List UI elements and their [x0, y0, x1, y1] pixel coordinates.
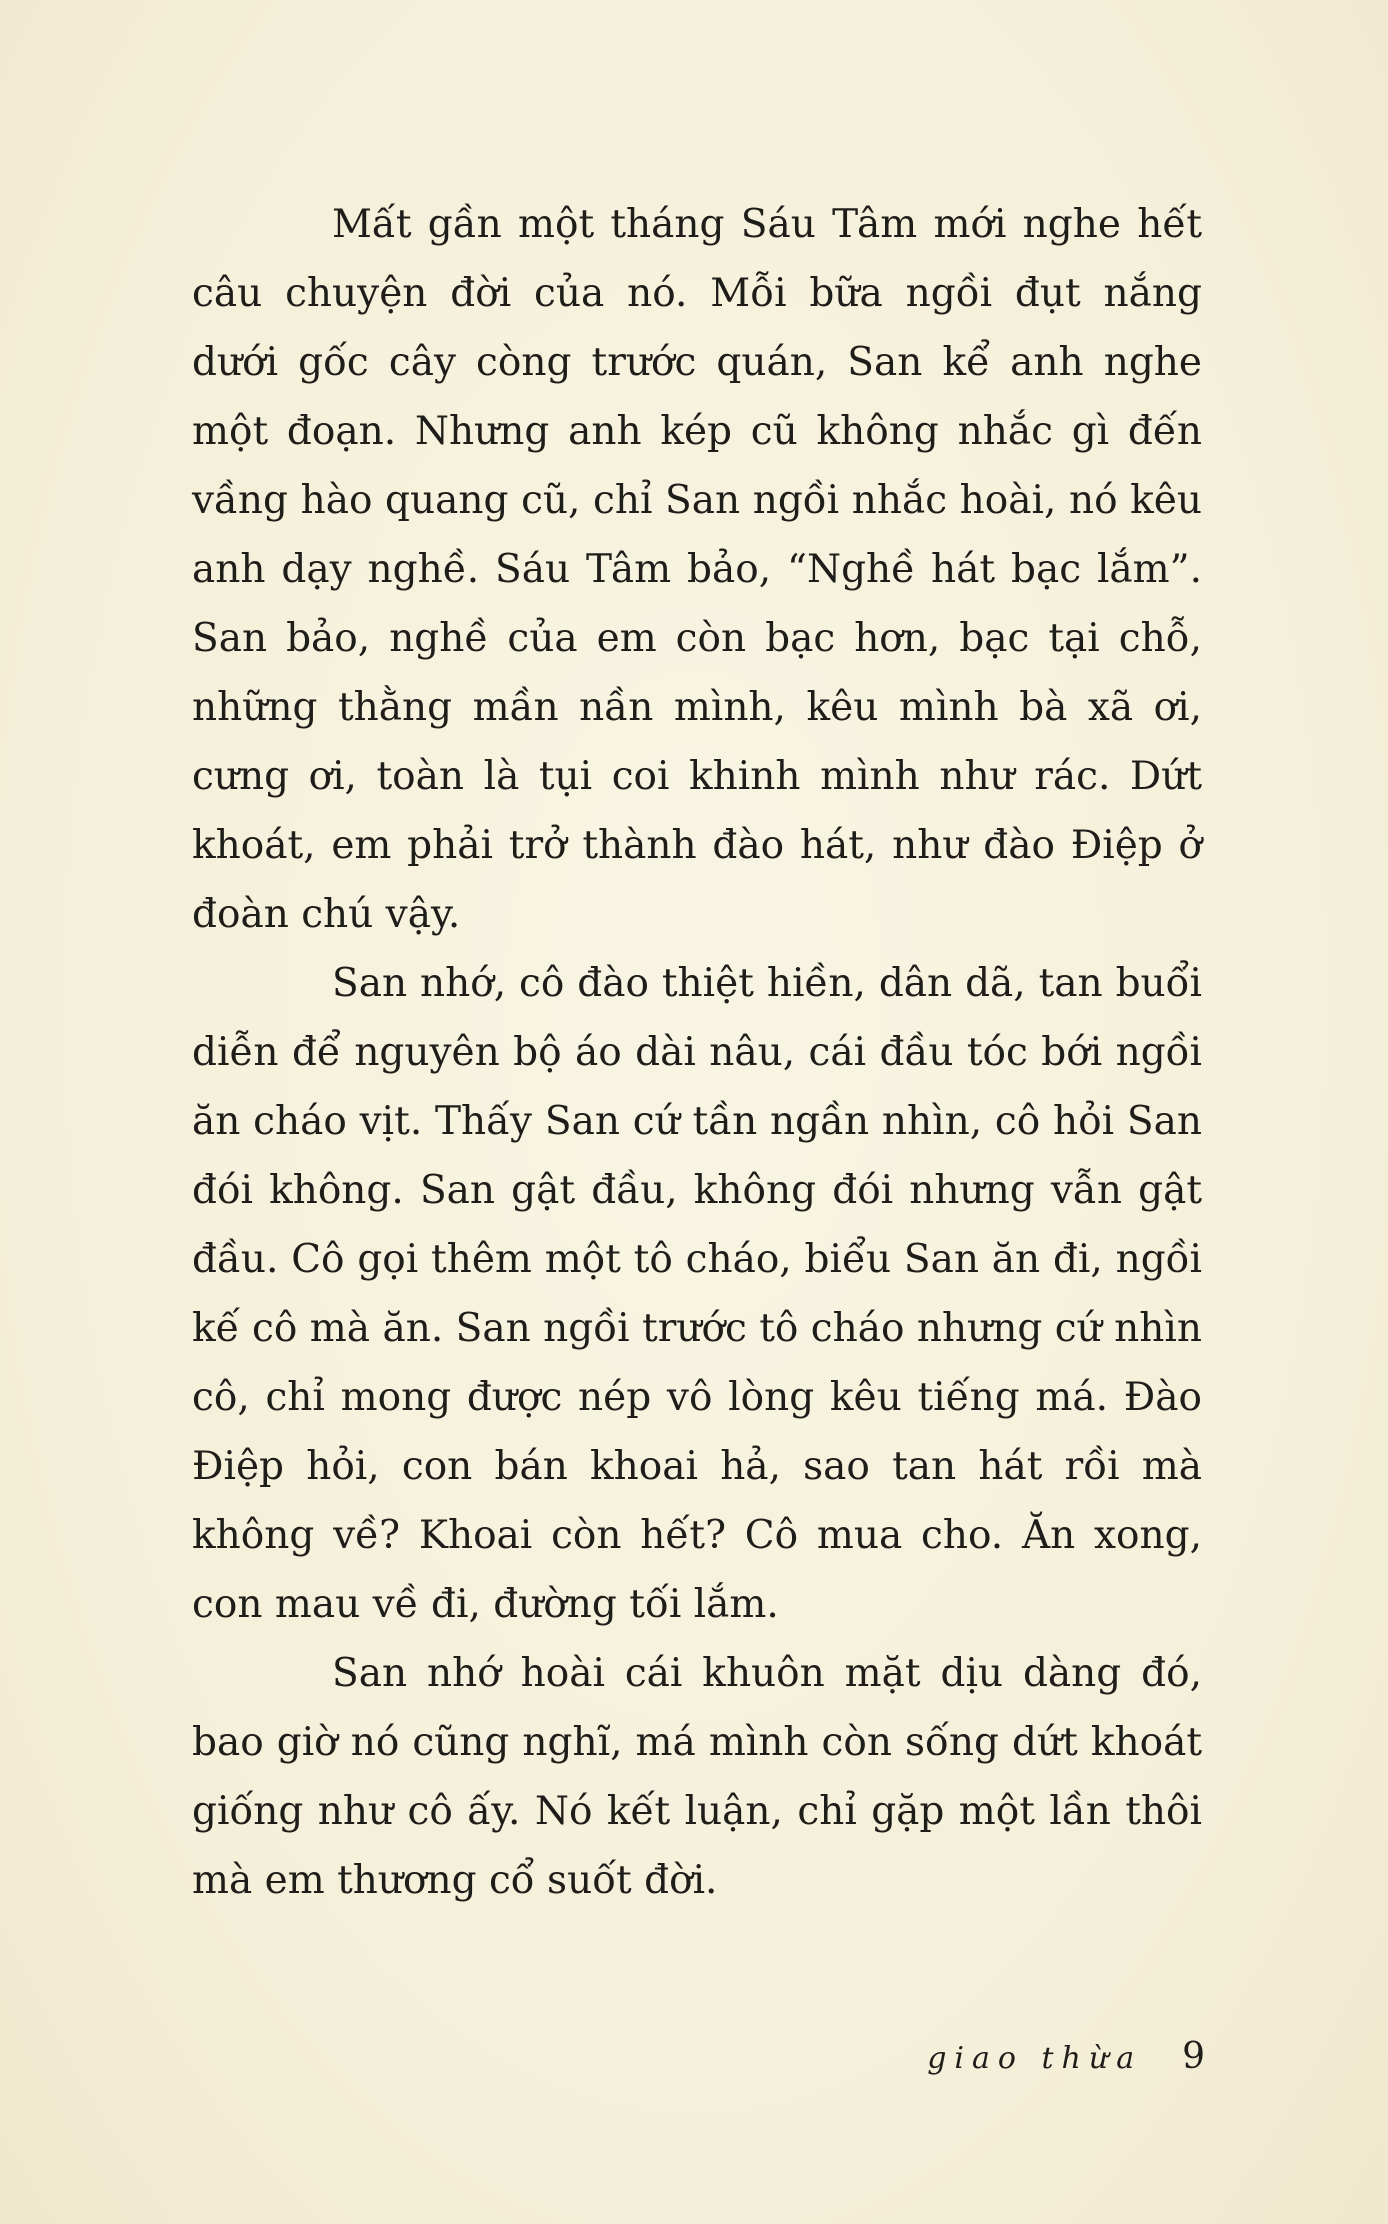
- page-number: 9: [1182, 2036, 1205, 2077]
- paragraph-1: Mất gần một tháng Sáu Tâm mới nghe hết câu chuyện đời của nó. Mỗi bữa ngồi đụt nắng dưới gốc cây còng trước quán, San kể anh nghe một đoạn. Nhưng anh kép cũ không nhắc gì đến vầng hào quang cũ, chỉ San ngồi nhắc hoài, nó kêu anh dạy nghề. Sáu Tâm bảo, “Nghề hát bạc lắm”. San bảo, nghề của em còn bạc hơn, bạc tại chỗ, những thằng mần nần mình, kêu mình bà xã ơi, cưng ơi, toàn là tụi coi khinh mình như rác. Dứt khoát, em phải trở thành đào hát, như đào Điệp ở đoàn chú vậy.: [192, 202, 1202, 937]
- paragraph-2: San nhớ, cô đào thiệt hiền, dân dã, tan buổi diễn để nguyên bộ áo dài nâu, cái đầu tóc bới ngồi ăn cháo vịt. Thấy San cứ tần ngần nhìn, cô hỏi San đói không. San gật đầu, không đói nhưng vẫn gật đầu. Cô gọi thêm một tô cháo, biểu San ăn đi, ngồi kế cô mà ăn. San ngồi trước tô cháo nhưng cứ nhìn cô, chỉ mong được nép vô lòng kêu tiếng má. Đào Điệp hỏi, con bán khoai hả, sao tan hát rồi mà không về? Khoai còn hết? Cô mua cho. Ăn xong, con mau về đi, đường tối lắm.: [192, 961, 1202, 1627]
- running-title: giao thừa: [927, 2041, 1143, 2076]
- body-text: [192, 190, 1202, 1915]
- page-footer: [927, 2036, 1205, 2077]
- paragraph-3: San nhớ hoài cái khuôn mặt dịu dàng đó, bao giờ nó cũng nghĩ, má mình còn sống dứt khoát giống như cô ấy. Nó kết luận, chỉ gặp một lần thôi mà em thương cổ suốt đời.: [192, 1651, 1202, 1903]
